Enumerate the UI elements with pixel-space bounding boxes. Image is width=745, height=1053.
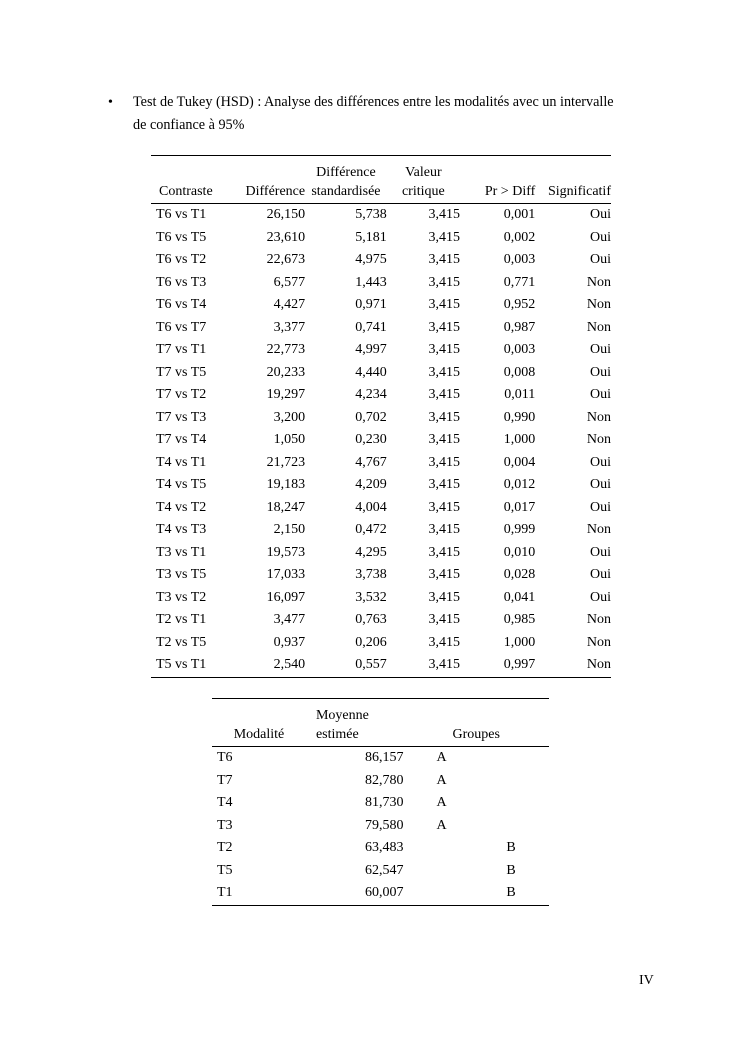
table-row	[151, 587, 611, 610]
table-cell: T3 vs T5	[156, 567, 207, 583]
table-cell: 3,415	[428, 589, 460, 605]
table-cell: Oui	[590, 567, 611, 583]
table-cell: 3,377	[273, 319, 306, 335]
table-cell: 3,415	[428, 454, 460, 470]
table-row	[151, 317, 611, 340]
table-cell: 3,415	[428, 567, 460, 583]
tukey-header-cell	[151, 156, 238, 182]
table-row	[212, 747, 549, 770]
table-row	[151, 474, 611, 497]
table-cell: T6 vs T3	[156, 274, 207, 290]
groups-header-bottom	[212, 724, 549, 747]
table-cell: T4 vs T3	[156, 522, 207, 538]
tukey-header-cell: Valeur	[405, 165, 442, 180]
table-cell: 0,001	[503, 207, 536, 223]
table-cell: 19,573	[266, 544, 306, 560]
table-cell: 0,763	[355, 612, 387, 628]
table-row	[151, 204, 611, 227]
table-cell: 0,008	[503, 364, 536, 380]
table-row	[151, 654, 611, 677]
table-cell: 0,003	[503, 252, 536, 268]
table-cell: Non	[586, 634, 611, 650]
table-row	[212, 860, 549, 883]
bullet-text	[133, 91, 673, 137]
tukey-header-cell: critique	[387, 181, 460, 204]
groups-table	[212, 698, 549, 906]
table-cell: B	[506, 840, 516, 856]
table-cell: 0,971	[355, 297, 387, 313]
groups-header-cell: Modalité	[212, 724, 306, 747]
table-cell: T4 vs T1	[156, 454, 207, 470]
table-cell: Non	[586, 319, 611, 335]
groups-header-cell: Moyenne	[315, 708, 369, 723]
table-cell: T1	[217, 885, 233, 901]
table-cell: 0,002	[503, 229, 536, 245]
table-cell: 0,937	[273, 634, 306, 650]
table-cell: 4,767	[355, 454, 387, 470]
tukey-table-body	[151, 204, 611, 678]
table-cell: 0,702	[355, 409, 387, 425]
tukey-header-cell	[238, 156, 305, 182]
table-cell: T3 vs T1	[156, 544, 207, 560]
table-cell: Oui	[590, 252, 611, 268]
table-row	[151, 497, 611, 520]
table-cell: 3,738	[355, 567, 387, 583]
table-cell: 0,999	[503, 522, 536, 538]
table-cell: 0,012	[503, 477, 536, 493]
table-cell: A	[436, 772, 447, 788]
table-cell: 23,610	[266, 229, 306, 245]
table-cell: T3 vs T2	[156, 589, 207, 605]
groups-header-cell: Groupes	[404, 724, 549, 747]
table-cell: Non	[586, 432, 611, 448]
table-cell: T7 vs T1	[156, 342, 207, 358]
table-cell: Oui	[590, 477, 611, 493]
table-cell: 3,415	[428, 544, 460, 560]
table-cell: 0,557	[355, 657, 387, 673]
table-row	[151, 249, 611, 272]
table-cell: 3,415	[428, 229, 460, 245]
table-cell: T7	[217, 772, 233, 788]
table-row	[151, 632, 611, 655]
table-cell: T5	[217, 862, 233, 878]
table-cell: 18,247	[266, 499, 306, 515]
table-cell: 17,033	[266, 567, 306, 583]
table-cell	[506, 792, 549, 815]
table-cell: 4,997	[355, 342, 387, 358]
tukey-header-cell: Pr > Diff	[460, 181, 535, 204]
table-cell: 3,415	[428, 297, 460, 313]
table-row	[151, 609, 611, 632]
table-cell: 3,415	[428, 499, 460, 515]
table-row	[212, 792, 549, 815]
table-cell: 26,150	[266, 207, 306, 223]
table-row	[151, 294, 611, 317]
table-row	[151, 227, 611, 250]
table-cell: 5,181	[355, 229, 387, 245]
table-cell: T6 vs T1	[156, 207, 207, 223]
table-cell: A	[436, 817, 447, 833]
table-cell: 60,007	[365, 885, 404, 901]
table-cell: 0,987	[503, 319, 536, 335]
table-cell: 3,415	[428, 387, 460, 403]
table-row	[151, 564, 611, 587]
groups-table-body	[212, 747, 549, 906]
table-cell: T6 vs T7	[156, 319, 207, 335]
table-cell	[404, 860, 507, 883]
table-cell: 3,415	[428, 207, 460, 223]
table-cell	[506, 815, 549, 838]
bullet-marker: •	[108, 95, 113, 110]
table-cell: 1,050	[273, 432, 306, 448]
table-cell: 81,730	[365, 795, 404, 811]
table-cell: 0,230	[355, 432, 387, 448]
table-cell: Oui	[590, 342, 611, 358]
table-cell: 3,415	[428, 319, 460, 335]
table-cell: T5 vs T1	[156, 657, 207, 673]
table-cell: Non	[586, 612, 611, 628]
bullet-line-1: Test de Tukey (HSD) : Analyse des différences entre les modalités avec un intervalle	[133, 94, 614, 110]
table-row	[212, 882, 549, 905]
table-row	[151, 519, 611, 542]
table-row	[212, 815, 549, 838]
table-row	[151, 384, 611, 407]
table-row	[151, 452, 611, 475]
table-cell: 0,011	[504, 387, 536, 403]
table-cell: 0,985	[503, 612, 536, 628]
table-cell: 4,234	[355, 387, 387, 403]
table-cell: 4,440	[355, 364, 387, 380]
table-cell	[404, 837, 507, 860]
table-row	[212, 770, 549, 793]
table-cell: T6 vs T5	[156, 229, 207, 245]
table-cell: 79,580	[365, 817, 404, 833]
table-row	[151, 272, 611, 295]
table-cell: 86,157	[365, 750, 404, 766]
table-cell: 0,472	[355, 522, 387, 538]
table-cell: 19,297	[266, 387, 306, 403]
table-cell: 2,540	[273, 657, 306, 673]
table-cell: 0,206	[355, 634, 387, 650]
table-cell: 16,097	[266, 589, 306, 605]
table-cell: Oui	[590, 207, 611, 223]
table-cell: T3	[217, 817, 233, 833]
table-cell: B	[506, 885, 516, 901]
table-cell: 3,415	[428, 657, 460, 673]
table-cell: 1,000	[503, 634, 536, 650]
table-cell: T2	[217, 840, 233, 856]
table-cell: 19,183	[266, 477, 306, 493]
table-cell: 0,004	[503, 454, 536, 470]
table-cell: T4 vs T5	[156, 477, 207, 493]
table-cell: T7 vs T3	[156, 409, 207, 425]
table-cell: 3,477	[273, 612, 306, 628]
table-row	[151, 339, 611, 362]
groups-header-cell	[212, 699, 306, 725]
groups-header-top	[212, 699, 549, 725]
table-cell: 3,532	[355, 589, 387, 605]
table-row	[212, 837, 549, 860]
table-cell: 3,415	[428, 274, 460, 290]
table-row	[151, 542, 611, 565]
table-cell: 4,209	[355, 477, 387, 493]
tukey-table	[151, 155, 611, 678]
table-cell: 3,415	[428, 342, 460, 358]
table-cell: B	[506, 862, 516, 878]
tukey-header-cell: Différence	[238, 181, 305, 204]
table-cell: T4 vs T2	[156, 499, 207, 515]
page-number: IV	[639, 973, 654, 988]
table-cell: 4,004	[355, 499, 387, 515]
tukey-header-top	[151, 156, 611, 182]
table-cell: A	[436, 795, 447, 811]
table-cell: 0,010	[503, 544, 536, 560]
table-cell: Oui	[590, 364, 611, 380]
table-cell: Non	[586, 409, 611, 425]
table-cell: 0,003	[503, 342, 536, 358]
groups-header-cell: estimée	[306, 724, 404, 747]
table-cell: 4,975	[355, 252, 387, 268]
table-cell: 0,017	[503, 499, 536, 515]
table-cell: 0,041	[503, 589, 536, 605]
table-cell: 3,200	[273, 409, 306, 425]
table-cell: 63,483	[365, 840, 404, 856]
table-cell: 3,415	[428, 522, 460, 538]
table-cell: 4,427	[273, 297, 306, 313]
tukey-header-cell: Significatif	[535, 181, 611, 204]
table-cell: A	[436, 750, 447, 766]
table-cell: 5,738	[355, 207, 387, 223]
tukey-header-bottom	[151, 181, 611, 204]
table-cell: T7 vs T4	[156, 432, 207, 448]
table-cell: 3,415	[428, 477, 460, 493]
tukey-header-cell: Différence	[316, 165, 376, 180]
table-cell: T6 vs T4	[156, 297, 207, 313]
table-cell: 22,673	[266, 252, 306, 268]
table-cell: 1,000	[503, 432, 536, 448]
table-cell: T2 vs T1	[156, 612, 207, 628]
table-cell: 82,780	[365, 772, 404, 788]
table-row	[151, 407, 611, 430]
table-cell: Oui	[590, 387, 611, 403]
table-cell: 22,773	[266, 342, 306, 358]
table-cell: 3,415	[428, 634, 460, 650]
table-cell: Non	[586, 657, 611, 673]
table-row	[151, 362, 611, 385]
table-cell: 20,233	[266, 364, 306, 380]
table-cell: 0,028	[503, 567, 536, 583]
table-cell: 3,415	[428, 612, 460, 628]
bullet-line-2: de confiance à 95%	[133, 117, 245, 133]
table-cell: 62,547	[365, 862, 404, 878]
tukey-header-cell: Contraste	[151, 181, 238, 204]
table-cell: 21,723	[266, 454, 306, 470]
tukey-header-cell: standardisée	[305, 181, 387, 204]
table-cell: Oui	[590, 229, 611, 245]
table-cell: 4,295	[355, 544, 387, 560]
table-cell: 3,415	[428, 252, 460, 268]
table-cell	[506, 770, 549, 793]
table-cell: Oui	[590, 454, 611, 470]
table-cell: 3,415	[428, 432, 460, 448]
table-cell: 3,415	[428, 364, 460, 380]
table-cell: Oui	[590, 589, 611, 605]
table-cell: 0,990	[503, 409, 536, 425]
tukey-header-cell	[535, 156, 611, 182]
table-cell: T6	[217, 750, 233, 766]
table-cell: Oui	[590, 544, 611, 560]
table-cell: T7 vs T5	[156, 364, 207, 380]
table-cell: 0,741	[355, 319, 387, 335]
table-cell	[404, 882, 507, 905]
table-cell: 0,771	[503, 274, 536, 290]
table-cell: T2 vs T5	[156, 634, 207, 650]
table-cell: 0,952	[503, 297, 536, 313]
table-cell: 6,577	[273, 274, 306, 290]
table-cell: 3,415	[428, 409, 460, 425]
table-cell: Non	[586, 274, 611, 290]
table-cell: 1,443	[355, 274, 387, 290]
table-cell: T7 vs T2	[156, 387, 207, 403]
table-cell: 0,997	[503, 657, 536, 673]
tukey-header-cell	[460, 156, 535, 182]
table-row	[151, 429, 611, 452]
table-cell: T4	[217, 795, 233, 811]
table-cell: T6 vs T2	[156, 252, 207, 268]
table-cell: Non	[586, 297, 611, 313]
table-cell: Non	[586, 522, 611, 538]
table-cell: 2,150	[273, 522, 306, 538]
table-cell	[506, 747, 549, 770]
table-cell: Oui	[590, 499, 611, 515]
